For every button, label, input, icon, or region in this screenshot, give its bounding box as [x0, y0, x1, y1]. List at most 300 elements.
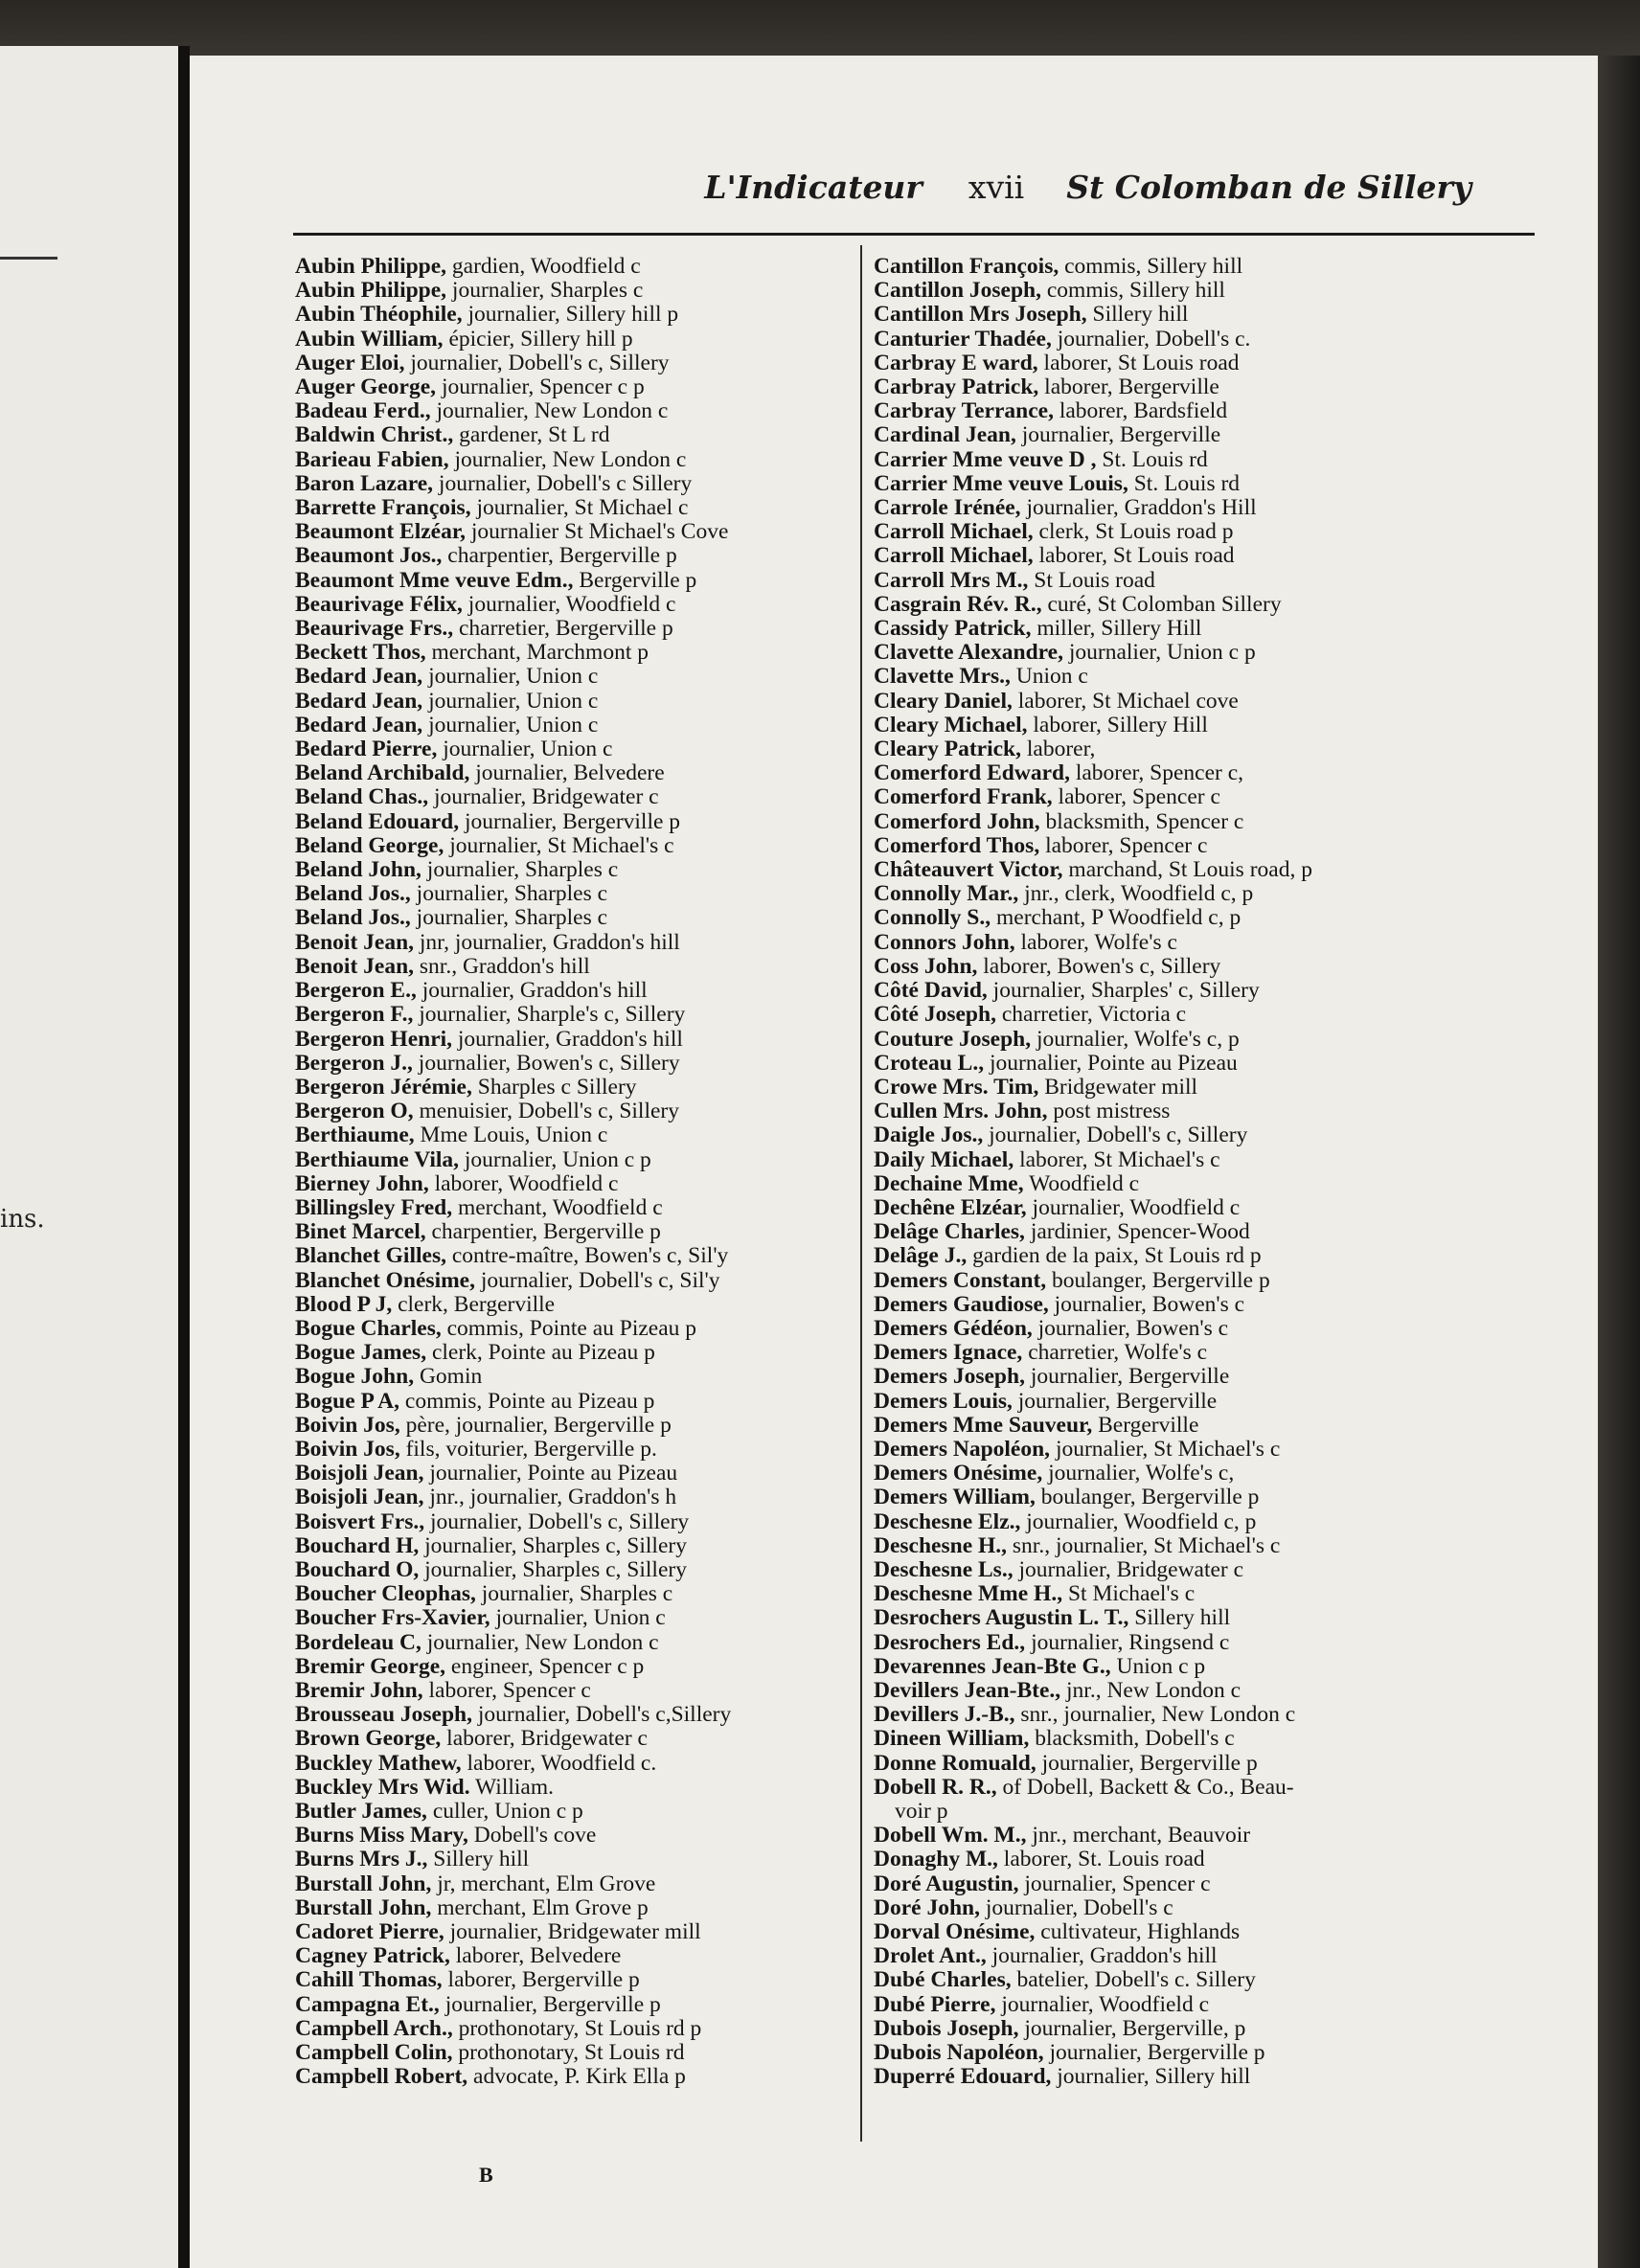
entry-name: Bedard Jean, [295, 712, 423, 737]
directory-entry [874, 1944, 1468, 1968]
entry-name: Cantillon Mrs Joseph, [874, 302, 1087, 328]
entry-name: Clavette Alexandre, [874, 640, 1063, 666]
directory-entry [874, 1244, 1468, 1268]
running-head-title: L'Indicateur [704, 169, 922, 206]
entry-details: laborer, Bridgewater c [446, 1726, 648, 1752]
entry-details: journalier, Dobell's c Sillery [438, 470, 693, 496]
entry-name: Cleary Michael, [874, 712, 1028, 737]
entry-name: Carrier Mme veuve D , [874, 446, 1097, 472]
entry-details: laborer, [1026, 737, 1096, 762]
directory-entry [295, 665, 889, 689]
directory-entry [874, 279, 1468, 303]
entry-name: Châteauvert Victor, [874, 857, 1063, 883]
entry-name: Coss John, [874, 953, 978, 979]
directory-entry [874, 1606, 1468, 1630]
directory-entry [874, 1462, 1468, 1486]
directory-entry [295, 1896, 889, 1920]
entry-details: journalier, Sharples c [416, 881, 608, 907]
directory-entry [295, 785, 889, 809]
directory-entry [295, 2041, 889, 2065]
directory-entry [874, 472, 1468, 496]
entry-name: Doré John, [874, 1894, 980, 1920]
entry-name: Beland John, [295, 857, 421, 883]
entry-details: Dobell's cove [473, 1823, 597, 1848]
directory-entry [874, 1993, 1468, 2017]
directory-entry [295, 593, 889, 617]
entry-name: Couture Joseph, [874, 1026, 1032, 1052]
directory-entry [295, 931, 889, 955]
entry-details: William. [475, 1774, 554, 1800]
entry-details: St Louis road [1034, 567, 1155, 593]
directory-entry [874, 1293, 1468, 1317]
entry-details: journalier, Wolfe's c, [1048, 1461, 1235, 1486]
entry-details: laborer, Bergerville [1044, 374, 1219, 400]
entry-details: journalier, Graddon's Hill [1026, 495, 1257, 521]
entry-details: jr, merchant, Elm Grove [437, 1871, 656, 1896]
entry-details: journalier, Dobell's c, Sillery [989, 1123, 1248, 1148]
directory-entry [295, 328, 889, 352]
entry-details: journalier, Bowen's c, Sillery [418, 1050, 680, 1076]
entry-details: journalier, Pointe au Pizeau [989, 1050, 1238, 1076]
entry-details: journalier, Sharples c, Sillery [424, 1556, 687, 1582]
entry-details: journalier, New London c [426, 1629, 659, 1655]
entry-name: Aubin Philippe, [295, 254, 447, 279]
running-head-section: St Colomban de Sillery [1066, 169, 1471, 206]
entry-details: Bridgewater mill [1044, 1074, 1198, 1100]
entry-name: Benoit Jean, [295, 953, 415, 979]
entry-details: clerk, St Louis road p [1038, 519, 1234, 545]
page-number: xvii [968, 169, 1025, 206]
entry-details: journalier, Graddon's hill [457, 1026, 683, 1052]
entry-details: laborer, Woodfield c [434, 1170, 619, 1196]
entry-name: Daigle Jos., [874, 1123, 984, 1148]
previous-page-rule [0, 257, 57, 260]
directory-entry [295, 448, 889, 472]
entry-name: Croteau L., [874, 1050, 985, 1076]
entry-details: merchant, Woodfield c [457, 1194, 663, 1220]
entry-name: Desrochers Augustin L. T., [874, 1605, 1129, 1631]
entry-details: journalier, Woodfield c [1032, 1194, 1241, 1220]
entry-name: Buckley Mrs Wid. [295, 1774, 470, 1800]
directory-entry [295, 810, 889, 834]
entry-details: laborer, St Louis road [1038, 543, 1235, 569]
entry-name: Beland Archibald, [295, 760, 470, 786]
entry-name: Dubé Charles, [874, 1967, 1012, 1993]
directory-entry [295, 955, 889, 979]
left-column [295, 255, 889, 2089]
entry-details: Bergerville p [579, 567, 697, 593]
entry-details: culler, Union c p [432, 1799, 583, 1824]
directory-entry [295, 979, 889, 1003]
entry-details: jnr, journalier, Graddon's hill [419, 929, 680, 955]
directory-entry [295, 1727, 889, 1751]
entry-name: Bogue P A, [295, 1388, 400, 1414]
entry-details: Mme Louis, Union c [420, 1123, 608, 1148]
entry-details: laborer, Spencer c [1058, 784, 1220, 810]
directory-entry [874, 1438, 1468, 1462]
directory-entry [295, 1390, 889, 1414]
directory-entry [874, 448, 1468, 472]
directory-entry [295, 303, 889, 327]
entry-name: Beaurivage Félix, [295, 591, 463, 617]
entry-details: journalier, Sharple's c, Sillery [419, 1002, 686, 1028]
entry-name: Barieau Fabien, [295, 446, 449, 472]
directory-entry [295, 1800, 889, 1824]
entry-details: fils, voiturier, Bergerville p. [405, 1436, 657, 1462]
directory-entry [874, 520, 1468, 544]
directory-entry [874, 1968, 1468, 1992]
entry-details: journalier, Union c [428, 688, 599, 714]
running-head [704, 169, 1471, 206]
directory-entry [295, 1582, 889, 1606]
entry-details: journalier, Spencer c [1024, 1871, 1211, 1896]
directory-entry [874, 496, 1468, 520]
entry-details: journalier, New London c [436, 398, 669, 424]
entry-details: journalier, Bergerville p [1049, 2040, 1265, 2066]
entry-details: boulanger, Bergerville p [1052, 1267, 1270, 1293]
directory-entry [295, 423, 889, 447]
directory-entry [295, 737, 889, 761]
entry-details: Union c p [1116, 1653, 1206, 1679]
entry-details: clerk, Pointe au Pizeau p [431, 1340, 655, 1366]
entry-details: jnr., New London c [1066, 1677, 1241, 1703]
entry-details: charpentier, Bergerville p [431, 1219, 661, 1245]
directory-entry [874, 303, 1468, 327]
directory-entry [295, 1028, 889, 1052]
entry-details: engineer, Spencer c p [450, 1653, 645, 1679]
right-column [874, 255, 1468, 2089]
directory-entry [874, 375, 1468, 399]
entry-details: journalier, Graddon's hill [421, 978, 648, 1004]
entry-name: Bergeron Henri, [295, 1026, 453, 1052]
directory-entry [295, 1679, 889, 1703]
entry-details: laborer, Spencer c [1045, 832, 1208, 858]
entry-name: Demers Napoléon, [874, 1436, 1051, 1462]
directory-entry [874, 1752, 1468, 1776]
entry-name: Bergeron E., [295, 978, 417, 1004]
entry-name: Comerford Frank, [874, 784, 1053, 810]
entry-name: Deschesne H., [874, 1532, 1008, 1558]
entry-details: journalier, Bridgewater c [1018, 1556, 1244, 1582]
entry-name: Comerford Thos, [874, 832, 1040, 858]
entry-details: laborer, Bergerville p [447, 1967, 640, 1993]
entry-details: journalier, Bergerville p [1041, 1750, 1258, 1776]
entry-details: jnr., clerk, Woodfield c, p [1024, 881, 1254, 907]
entry-name: Bedard Pierre, [295, 737, 438, 762]
entry-name: Burns Mrs J., [295, 1847, 428, 1872]
entry-name: Côté Joseph, [874, 1002, 996, 1028]
entry-name: Bremir George, [295, 1653, 446, 1679]
directory-entry [874, 1196, 1468, 1220]
directory-entry [295, 1606, 889, 1630]
previous-page [0, 46, 178, 2268]
entry-name: Canturier Thadée, [874, 326, 1052, 352]
directory-entry [874, 1100, 1468, 1123]
entry-name: Berthiaume Vila, [295, 1146, 460, 1172]
entry-details: journalier, St Michael's c [449, 832, 674, 858]
directory-entry [295, 1341, 889, 1365]
directory-entry [874, 1631, 1468, 1655]
entry-name: Bergeron Jérémie, [295, 1074, 472, 1100]
directory-entry [874, 352, 1468, 375]
entry-name: Cullen Mrs. John, [874, 1099, 1048, 1124]
directory-entry [295, 1558, 889, 1582]
entry-name: Connors John, [874, 929, 1015, 955]
entry-name: Drolet Ant., [874, 1943, 987, 1969]
entry-name: Aubin Théophile, [295, 302, 463, 328]
entry-details: journalier, Bowen's c [1054, 1291, 1245, 1317]
entry-name: Beland Chas., [295, 784, 429, 810]
entry-details: gardien, Woodfield c [451, 254, 641, 279]
directory-entry [874, 399, 1468, 423]
directory-entry [295, 472, 889, 496]
entry-name: Carrole Irénée, [874, 495, 1021, 521]
entry-name: Devarennes Jean-Bte G., [874, 1653, 1111, 1679]
directory-entry [295, 617, 889, 641]
entry-details: journalier, Woodfield c, p [1026, 1508, 1257, 1534]
entry-name: Boisvert Frs., [295, 1508, 425, 1534]
entry-name: Connolly Mar., [874, 881, 1019, 907]
entry-name: Bouchard H, [295, 1532, 420, 1558]
entry-details: journalier, Bergerville [1021, 422, 1221, 448]
directory-entry [295, 375, 889, 399]
directory-entry [295, 1123, 889, 1147]
entry-name: Berthiaume, [295, 1123, 415, 1148]
entry-name: Donaghy M., [874, 1847, 998, 1872]
directory-entry [295, 906, 889, 930]
directory-entry [874, 979, 1468, 1003]
directory-entry [295, 1703, 889, 1727]
entry-details: gardien de la paix, St Louis rd p [972, 1243, 1262, 1269]
entry-details: Sillery hill [1134, 1605, 1231, 1631]
entry-details: laborer, Sillery Hill [1033, 712, 1208, 737]
entry-name: Bierney John, [295, 1170, 429, 1196]
entry-name: Bergeron F., [295, 1002, 414, 1028]
signature-mark: B [479, 2163, 493, 2187]
entry-details: journalier, Union c [428, 712, 599, 737]
entry-name: Devillers Jean-Bte., [874, 1677, 1061, 1703]
entry-details: laborer, St. Louis road [1003, 1847, 1205, 1872]
directory-entry [874, 882, 1468, 906]
entry-name: Blanchet Onésime, [295, 1267, 475, 1293]
directory-entry [874, 1558, 1468, 1582]
directory-entry [874, 785, 1468, 809]
entry-details: journalier, Sharples' c, Sillery [992, 978, 1260, 1004]
directory-entry [295, 1993, 889, 2017]
entry-details: père, journalier, Bergerville p [405, 1412, 672, 1438]
directory-entry [295, 1003, 889, 1027]
directory-entry [295, 255, 889, 279]
directory-entry [295, 352, 889, 375]
entry-details: charretier, Bergerville p [459, 616, 673, 642]
entry-name: Barrette François, [295, 495, 471, 521]
entry-name: Beland Edouard, [295, 808, 460, 834]
directory-entry [295, 1920, 889, 1944]
entry-name: Beaumont Jos., [295, 543, 443, 569]
entry-name: Boucher Frs-Xavier, [295, 1605, 490, 1631]
directory-entry [874, 1028, 1468, 1052]
directory-entry [874, 1317, 1468, 1341]
entry-details: jardinier, Spencer-Wood [1030, 1219, 1250, 1245]
directory-entry [874, 761, 1468, 785]
entry-name: Bordeleau C, [295, 1629, 421, 1655]
entry-details: Sillery hill [433, 1847, 530, 1872]
directory-entry [874, 1582, 1468, 1606]
entry-name: Beckett Thos, [295, 640, 426, 666]
book-gutter [178, 46, 190, 2268]
directory-entry [874, 1727, 1468, 1751]
page-edge-shadow [1598, 56, 1640, 2268]
entry-name: Billingsley Fred, [295, 1194, 453, 1220]
directory-entry [874, 1172, 1468, 1196]
entry-name: Dubois Joseph, [874, 2015, 1019, 2041]
entry-name: Daily Michael, [874, 1146, 1014, 1172]
entry-details: laborer, Woodfield c. [467, 1750, 657, 1776]
entry-name: Desrochers Ed., [874, 1629, 1026, 1655]
directory-entry [874, 1679, 1468, 1703]
entry-details: laborer, St Michael's c [1019, 1146, 1220, 1172]
entry-details: merchant, Elm Grove p [437, 1894, 649, 1920]
entry-details: laborer, Bowen's c, Sillery [983, 953, 1221, 979]
entry-details: marchand, St Louis road, p [1068, 857, 1312, 883]
entry-details: laborer, Belvedere [455, 1943, 622, 1969]
entry-name: Bouchard O, [295, 1556, 420, 1582]
entry-details: clerk, Bergerville [398, 1291, 556, 1317]
entry-name: Comerford John, [874, 808, 1040, 834]
entry-details: blacksmith, Dobell's c [1035, 1726, 1235, 1752]
entry-name: Bogue John, [295, 1364, 415, 1390]
entry-details: journalier, Union c p [1068, 640, 1256, 666]
entry-details: journalier, Woodfield c [467, 591, 676, 617]
entry-name: Demers Gaudiose, [874, 1291, 1049, 1317]
directory-page [190, 56, 1598, 2268]
entry-details: laborer, Wolfe's c [1020, 929, 1177, 955]
entry-name: Dechaine Mme, [874, 1170, 1024, 1196]
entry-details: journalier, Bergerville p [464, 808, 681, 834]
directory-entry [874, 1655, 1468, 1679]
entry-details: miller, Sillery Hill [1036, 616, 1202, 642]
entry-details: journalier, Bergerville [1017, 1388, 1218, 1414]
entry-details: commis, Pointe au Pizeau p [446, 1315, 697, 1341]
entry-details: journalier, Sillery hill p [467, 302, 679, 328]
directory-entry [874, 1776, 1468, 1824]
directory-entry [874, 906, 1468, 930]
entry-name: Bremir John, [295, 1677, 423, 1703]
directory-entry [295, 279, 889, 303]
entry-name: Casgrain Rév. R., [874, 591, 1042, 617]
entry-name: Buckley Mathew, [295, 1750, 462, 1776]
entry-name: Bogue Charles, [295, 1315, 442, 1341]
entry-details: journalier, Sharples c [416, 905, 608, 931]
directory-entry [295, 1631, 889, 1655]
directory-entry [295, 544, 889, 568]
entry-details: journalier St Michael's Cove [470, 519, 729, 545]
directory-entry [874, 1365, 1468, 1389]
entry-details: laborer, Bardsfield [1059, 398, 1228, 424]
entry-details: blacksmith, Spencer c [1045, 808, 1244, 834]
entry-name: Beland Jos., [295, 905, 411, 931]
directory-entry [874, 1848, 1468, 1871]
directory-entry [874, 1148, 1468, 1172]
entry-name: Bergeron J., [295, 1050, 413, 1076]
directory-entry [295, 761, 889, 785]
directory-entry [295, 1052, 889, 1076]
entry-name: Deschesne Mme H., [874, 1581, 1063, 1607]
entry-details: commis, Sillery hill [1064, 254, 1243, 279]
entry-details: batelier, Dobell's c. Sillery [1016, 1967, 1256, 1993]
directory-entry [295, 2065, 889, 2089]
directory-entry [874, 1220, 1468, 1244]
entry-name: Cantillon Joseph, [874, 278, 1041, 304]
entry-name: Deschesne Ls., [874, 1556, 1014, 1582]
entry-details: charretier, Wolfe's c [1028, 1340, 1208, 1366]
entry-name: Bergeron O, [295, 1099, 414, 1124]
entry-details: journalier, Union c [495, 1605, 666, 1631]
directory-entry [874, 834, 1468, 858]
entry-name: Benoit Jean, [295, 929, 415, 955]
entry-details: journalier, Sharples c [481, 1581, 673, 1607]
directory-entry [874, 858, 1468, 882]
directory-entry [295, 1462, 889, 1486]
entry-details: journalier, Bergerville, p [1024, 2015, 1246, 2041]
entry-details: journalier, Belvedere [475, 760, 665, 786]
entry-details: journalier, Bridgewater c [433, 784, 659, 810]
directory-entry [295, 1968, 889, 1992]
entry-details: contre-maître, Bowen's c, Sil'y [451, 1243, 729, 1269]
entry-name: Baron Lazare, [295, 470, 434, 496]
directory-entry [295, 1944, 889, 1968]
entry-name: Boivin Jos, [295, 1412, 400, 1438]
entry-details: laborer, Spencer c [428, 1677, 591, 1703]
entry-name: Demers Constant, [874, 1267, 1047, 1293]
entry-name: Blood P J, [295, 1291, 393, 1317]
entry-name: Boisjoli Jean, [295, 1485, 424, 1510]
entry-details: jnr., merchant, Beauvoir [1032, 1823, 1251, 1848]
entry-details: journalier, Spencer c p [441, 374, 645, 400]
entry-details: journalier, Sharples c [451, 278, 644, 304]
entry-name: Campbell Colin, [295, 2040, 453, 2066]
entry-name: Campagna Et., [295, 1991, 440, 2017]
entry-name: Cagney Patrick, [295, 1943, 450, 1969]
previous-page-fragment: ins. [0, 1205, 45, 1234]
entry-details: charpentier, Bergerville p [447, 543, 677, 569]
directory-entry [874, 1486, 1468, 1509]
entry-name: Burstall John, [295, 1894, 432, 1920]
entry-details: journalier, Graddon's hill [991, 1943, 1218, 1969]
entry-name: Cleary Daniel, [874, 688, 1013, 714]
entry-name: Beaumont Elzéar, [295, 519, 466, 545]
entry-details: prothonotary, St Louis rd p [458, 2015, 702, 2041]
entry-name: Dobell R. R., [874, 1774, 997, 1800]
entry-name: Brousseau Joseph, [295, 1702, 473, 1728]
entry-name: Carroll Mrs M., [874, 567, 1029, 593]
entry-details: Sillery hill [1092, 302, 1189, 328]
entry-name: Aubin Philippe, [295, 278, 447, 304]
directory-entry [874, 1534, 1468, 1558]
directory-entry [295, 1148, 889, 1172]
directory-entry [295, 1848, 889, 1871]
directory-entry [874, 2065, 1468, 2089]
directory-entry [874, 1269, 1468, 1293]
entry-details: Union c [1015, 664, 1088, 690]
entry-details: advocate, P. Kirk Ella p [473, 2064, 686, 2090]
entry-details: laborer, Spencer c, [1075, 760, 1244, 786]
directory-entry [295, 858, 889, 882]
directory-entry [295, 690, 889, 714]
directory-entry [295, 1244, 889, 1268]
directory-entry [295, 1414, 889, 1438]
entry-name: Bedard Jean, [295, 688, 423, 714]
